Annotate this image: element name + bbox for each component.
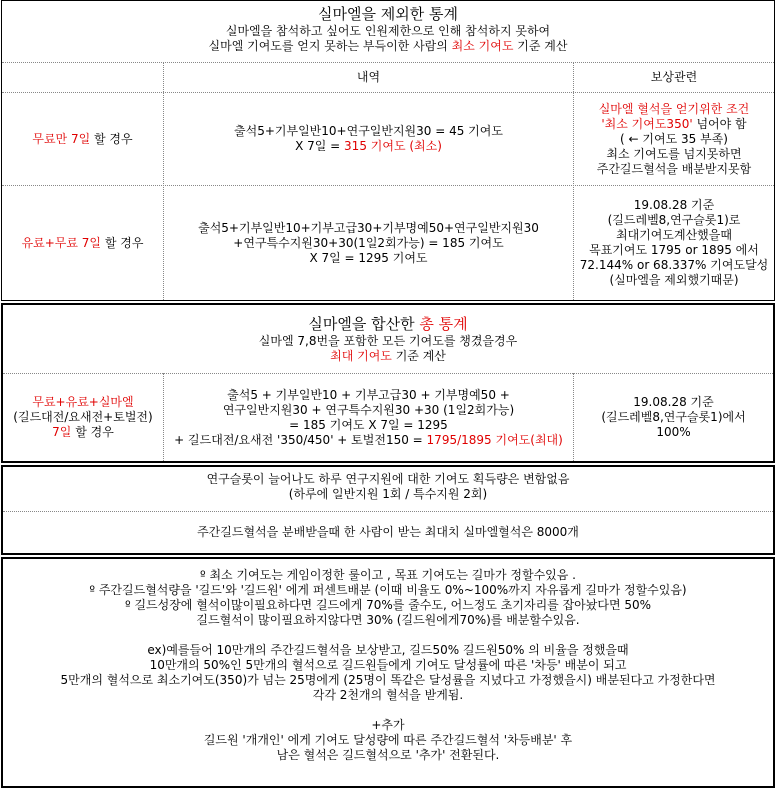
detail-line: 출석5+기부일반10+연구일반지원30 = 45 기여도 (234, 124, 503, 138)
column-header-reward: 보상관련 (650, 70, 698, 84)
section-including-silmael (1, 303, 775, 463)
reward-line: 100% (656, 425, 691, 439)
row-free-only-label: 무료만 7일 할 경우 (32, 131, 133, 146)
reward-line: 19.08.28 기준 (633, 395, 714, 409)
section-notes-research (1, 465, 775, 555)
max-bloodstone-note: 주간길드혈석을 분배받을때 한 사람이 받는 최대치 실마엘혈석은 8000개 (197, 525, 579, 539)
row-paid-free-detail (164, 186, 573, 300)
detail-line: X 7일 = 1295 기여도 (309, 250, 428, 265)
detail-line: + 길드대전/요새전 '350/450' + 토벌전150 = 1795/1895 기여도(최대) (174, 432, 563, 447)
row-paid-free-label: 유료+무료 7일 할 경우 (21, 235, 144, 250)
detail-line: X 7일 = 315 기여도 (최소) (295, 139, 442, 153)
section2-header (3, 315, 773, 364)
reward-line: '최소 기여도350' 넘어야 함 (601, 116, 747, 131)
reward-line: 72.144% or 68.337% 기여도달성 (579, 258, 769, 272)
reward-line: 최대기여도계산했을때 (616, 228, 732, 242)
row-paid-free-reward (574, 186, 774, 300)
row-free-only-reward (574, 93, 774, 185)
section1-title: 실마엘을 제외한 통계 (318, 5, 458, 23)
detail-line: 출석5+기부일반10+기부고급30+기부명예50+연구일반지원30 (198, 220, 539, 235)
section1-subtitle-2: 실마엘 기여도를 얻지 못하는 부득이한 사람의 최소 기여도 기준 계산 (208, 39, 568, 53)
section2-title: 실마엘을 합산한 총 통계 (308, 315, 468, 333)
reward-line: 목표기여도 1795 or 1895 에서 (589, 243, 759, 257)
reward-line: 실마엘 혈석을 얻기위한 조건 (598, 101, 750, 116)
detail-line: +연구특수지원30+30(1일2회가능) = 185 기여도 (233, 235, 504, 250)
section2-subtitle-1: 실마엘 7,8번을 포함한 모든 기여도를 챙겼을경우 (258, 334, 518, 348)
detail-line: 연구일반지원30 + 연구특수지원30 +30 (1일2회가능) (222, 402, 515, 417)
row-free-only-detail (164, 93, 573, 185)
reward-line: 19.08.28 기준 (633, 198, 715, 212)
research-note: 연구슬롯이 늘어나도 하루 연구지원에 대한 기여도 획득량은 변함없음 (하루에 일반지원 1회 / 특수지원 2회) (206, 472, 570, 501)
section-excluding-silmael (1, 0, 775, 301)
section-explanation (1, 557, 775, 788)
detail-line: = 185 기여도 X 7일 = 1295 (289, 417, 448, 432)
reward-line: ( ← 기여도 35 부족) (620, 131, 728, 146)
row-full-label: 무료+유료+실마엘 (길드대전/요새전+토벌전) 7일 할 경우 (13, 395, 153, 439)
reward-line: 최소 기여도를 넘지못하면 (606, 146, 742, 161)
section1-subtitle-1: 실마엘을 참석하고 싶어도 인원제한으로 인해 참석하지 못하여 (225, 24, 551, 38)
row-full-reward (574, 374, 773, 461)
detail-line: 출석5 + 기부일반10 + 기부고급30 + 기부명예50 + (227, 387, 510, 402)
column-header-detail: 내역 (356, 70, 381, 84)
reward-line: 주간길드혈석을 배분받지못함 (596, 161, 752, 176)
section2-subtitle-2: 최대 기여도 기준 계산 (330, 349, 446, 363)
reward-line: (길드레벨8,연구슬롯1)에서 (601, 410, 746, 424)
reward-line: (길드레벨8,연구슬롯1)로 (607, 213, 741, 227)
row-full-detail (164, 374, 573, 461)
explanation-text: º 최소 기여도는 게임이정한 룰이고 , 목표 기여도는 길마가 정할수있음 . º 주간길드혈석량을 '길드'와 '길드원' 에게 퍼센트배분 (이때 비율도 0%~100%까지 자유롭게 길마가 정할수있음) º 길드성장에 혈석이많이필요하다면 길드에게 70%를 줄수도, 어느정도 초기자리를 잡아놨다면 50% 길드혈석이 많이필요하지않다면 30% (길드원에게70%)를 배분할수있음. ex)예를들어 10만개의 주간길드혈석을 보상받고, 길드50% 길드원50% 의 비율을 정했을때 10만개의 50%인 5만개의 혈석으로 길드원들에게 기여도 달성률에 따른 '차등' 배분이 되고 5만개의 혈석으로 최소기여도(350)가 넘는 25명에게 (25명이 똑같은 달성률을 지녔다고 가정했을시) 배분된다고 가정한다면 각각 2천개의 혈석을 받게됨. +추가 길드원 '개개인' 에게 기여도 달성량에 따른 주간길드혈석 '차등배분' 후 남은 혈석은 길드혈석으로 '추가' 전환된다. (60, 568, 716, 762)
section1-header (2, 5, 774, 54)
reward-line: (실마엘을 제외했기때문) (609, 273, 739, 287)
